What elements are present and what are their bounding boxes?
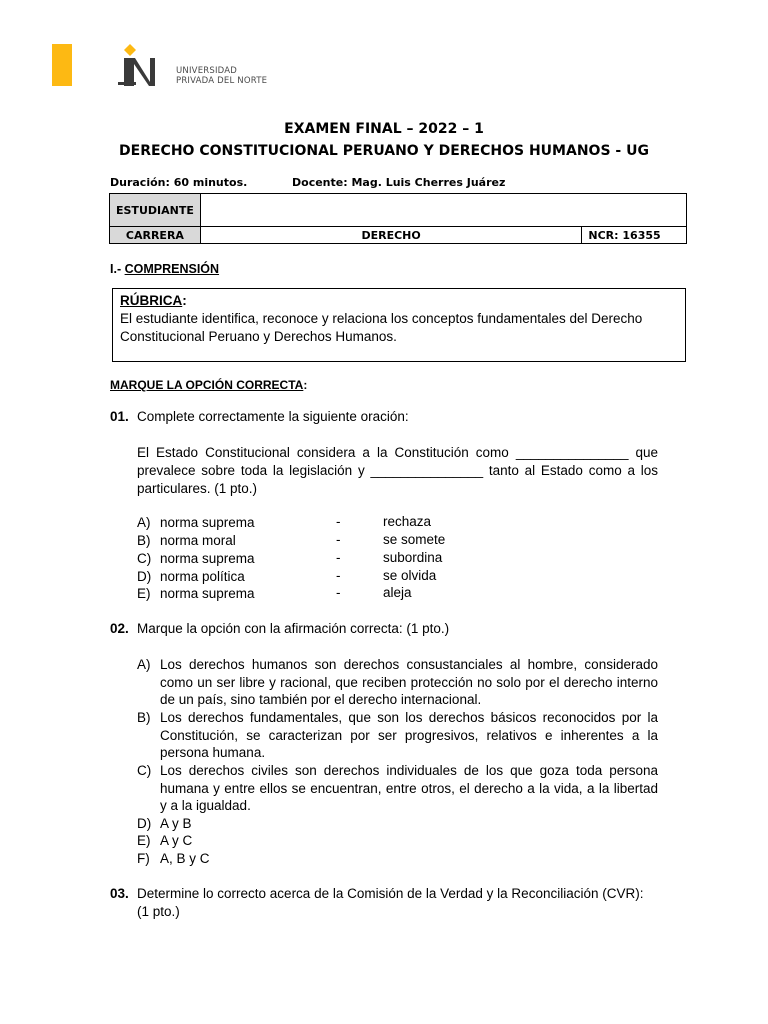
question-1-body: El Estado Constitucional considera a la Constitución como _______________ que prevalece sobre toda la legislación y _______________ tanto al Estado como a los particulares. (1 pto.) <box>137 445 658 496</box>
question-2-prompt: Marque la opción con la afirmación correcta: (1 pto.) <box>137 621 450 636</box>
question-1-number: 01. <box>110 409 129 424</box>
rubric-text: El estudiante identifica, reconoce y relaciona los conceptos fundamentales del Derecho Constitucional Peruano y Derechos Humanos. <box>120 311 643 344</box>
question-3-prompt: Determine lo correcto acerca de la Comisión de la Verdad y la Reconciliación (CVR): <box>137 886 644 901</box>
q2-option-d[interactable] <box>137 815 658 833</box>
option-left-text: norma suprema <box>160 515 255 530</box>
logo-line-2: PRIVADA DEL NORTE <box>176 76 268 86</box>
option-right-text: aleja <box>383 585 412 600</box>
question-3 <box>110 885 658 921</box>
option-separator: - <box>336 532 341 547</box>
logo-wordmark <box>176 66 296 86</box>
q1-option-a[interactable] <box>137 514 255 532</box>
option-letter: F) <box>137 851 150 866</box>
section-heading <box>110 262 219 276</box>
teacher-label: Docente: Mag. Luis Cherres Juárez <box>292 176 506 189</box>
option-left-text: norma moral <box>160 533 236 548</box>
option-text: A y C <box>160 833 193 848</box>
rubric-colon: : <box>182 293 187 308</box>
question-3-points: (1 pto.) <box>137 904 180 919</box>
university-logo <box>52 44 268 88</box>
section-prefix: I.- <box>110 262 125 276</box>
exam-title: EXAMEN FINAL – 2022 – 1 <box>284 121 484 137</box>
option-letter: B) <box>137 533 151 548</box>
q1-option-c[interactable] <box>137 550 255 568</box>
option-text: Los derechos humanos son derechos consustanciales al hombre, considerado como un ser libre y racional, que reciben protección no solo por el derecho interno de un país, sino también por el derecho internacional. <box>160 657 658 708</box>
career-label: CARRERA <box>110 227 201 244</box>
instruction-colon: : <box>303 378 308 392</box>
duration-label: Duración: 60 minutos. <box>110 176 248 189</box>
option-separator: - <box>336 514 341 529</box>
course-title: DERECHO CONSTITUCIONAL PERUANO Y DERECHOS HUMANOS - UG <box>119 143 649 159</box>
rubric-box <box>112 288 686 362</box>
section-name: COMPRENSIÓN <box>124 262 220 276</box>
logo-n-mark-icon <box>88 44 168 88</box>
option-letter: C) <box>137 551 152 566</box>
option-right-text: rechaza <box>383 514 432 529</box>
ncr-value: NCR: 16355 <box>582 227 687 244</box>
option-separator: - <box>336 550 341 565</box>
student-name-field[interactable] <box>200 194 686 227</box>
option-letter: D) <box>137 569 152 584</box>
option-left-text: norma suprema <box>160 586 255 601</box>
option-left-text: norma política <box>160 569 245 584</box>
logo-line-1: UNIVERSIDAD <box>176 66 238 76</box>
option-letter: E) <box>137 586 151 601</box>
student-info-table <box>109 193 687 244</box>
q2-option-f[interactable] <box>137 850 658 868</box>
option-separator: - <box>336 585 341 600</box>
q1-option-b[interactable] <box>137 532 236 550</box>
option-letter: C) <box>137 763 152 778</box>
option-letter: A) <box>137 515 151 530</box>
question-2-number: 02. <box>110 621 129 636</box>
option-text: A y B <box>160 816 192 831</box>
option-text: A, B y C <box>160 851 210 866</box>
option-letter: A) <box>137 657 151 672</box>
option-text: Los derechos civiles son derechos individuales de los que goza toda persona humana y entre ellos se encuentran, entre otros, el derecho a la vida, a la libertad y a la igualdad. <box>160 763 658 814</box>
option-text: Los derechos fundamentales, que son los derechos básicos reconocidos por la Constitución, se caracterizan por ser progresivos, relativos e inherentes a la persona humana. <box>160 710 658 761</box>
student-label: ESTUDIANTE <box>110 194 201 227</box>
q1-option-d[interactable] <box>137 568 245 586</box>
question-2 <box>110 620 449 638</box>
rubric-heading: RÚBRICA <box>120 293 183 308</box>
instruction-text: MARQUE LA OPCIÓN CORRECTA <box>110 378 304 392</box>
q2-option-e[interactable] <box>137 832 658 850</box>
question-3-number: 03. <box>110 886 129 901</box>
logo-yellow-bar <box>52 44 72 86</box>
q2-option-a[interactable] <box>137 656 658 709</box>
q2-option-c[interactable] <box>137 762 658 815</box>
question-1 <box>110 408 409 426</box>
option-letter: D) <box>137 816 152 831</box>
question-1-prompt: Complete correctamente la siguiente oración: <box>137 409 409 424</box>
q2-option-b[interactable] <box>137 709 658 762</box>
option-right-text: se olvida <box>383 568 437 583</box>
option-right-text: subordina <box>383 550 443 565</box>
option-letter: B) <box>137 710 151 725</box>
q1-option-e[interactable] <box>137 585 255 603</box>
instruction <box>110 376 307 394</box>
career-value: DERECHO <box>200 227 582 244</box>
option-right-text: se somete <box>383 532 446 547</box>
option-left-text: norma suprema <box>160 551 255 566</box>
option-separator: - <box>336 568 341 583</box>
option-letter: E) <box>137 833 151 848</box>
